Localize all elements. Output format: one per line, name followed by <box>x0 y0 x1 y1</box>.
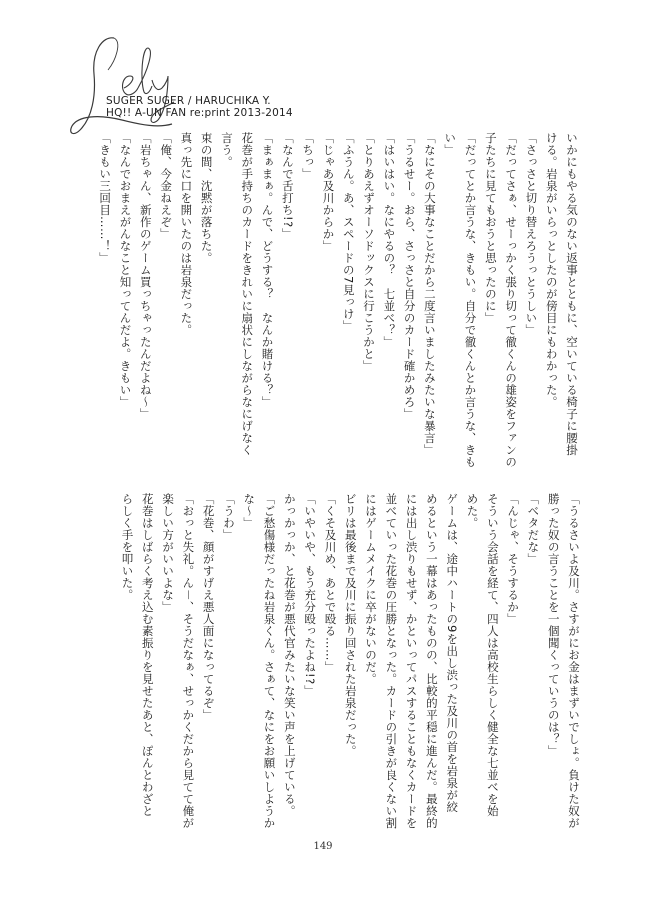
text-line: 「まぁまぁ。んで、どうする？ なんか賭ける？」 <box>260 132 275 408</box>
text-line: 「なんでおまえがんなこと知ってんだよ。きもい」 <box>118 132 133 408</box>
text-line: めるという一幕はあったものの、比較的平穏に進んだ。最終的 <box>424 493 439 829</box>
text-line: 「いやいや、もう充分殴ったよね!?」 <box>303 493 318 697</box>
text-line: 「ご愁傷様だったね岩泉くん。さぁて、なにをお願いしようか <box>262 493 277 829</box>
text-line: 「うるせー。おら、さっさと自分のカード確かめろ」 <box>402 132 417 420</box>
page-number: 149 <box>313 841 333 852</box>
top-text-block <box>98 132 582 468</box>
text-line: 「じゃあ及川からか」 <box>321 132 336 252</box>
text-line: 花巻はしばらく考え込む素振りを見せたあと、ぽんとわざと <box>140 493 155 817</box>
text-line: い」 <box>443 132 458 156</box>
header-print-line: HQ!! A-UN FAN re:print 2013-2014 <box>106 107 293 119</box>
text-line: 「なにその大事なことだから二度言いましたみたいな暴言」 <box>422 132 437 456</box>
text-line: 真っ先に口を開いたのは岩泉だった。 <box>179 132 194 336</box>
text-line: かっかっか、と花巻が悪代官みたいな笑い声を上げている。 <box>282 493 297 817</box>
text-line: そういう会話を経て、四人は高校生らしく健全な七並べを始 <box>485 493 500 817</box>
text-line: 「くそ及川め、あとで殴る……」 <box>323 493 338 673</box>
text-line: 「とりあえずオーソドックスに行こうかと」 <box>362 132 377 372</box>
text-line: 「はいはい。なにやるの？ 七並べ？」 <box>382 132 397 348</box>
text-line: 「だってさぁ、せーっかく張り切って徹くんの雄姿をファンの <box>504 132 519 468</box>
text-line: 「岩ちゃん、新作のゲーム買っちゃったんだよね～」 <box>138 132 153 420</box>
text-line: 「うるさいよ及川。さすがにお金はまずいでしょ。負けた奴が <box>567 493 581 829</box>
text-line: 「だってとか言うな、きもい。自分で徹くんとか言うな、きも <box>463 132 478 468</box>
text-line: 「俺、今金ねえぞ」 <box>159 132 174 240</box>
text-line: らしく手を叩いた。 <box>120 493 135 601</box>
text-line: 「うわ」 <box>221 493 236 541</box>
text-line: 「ベタだな」 <box>526 493 541 565</box>
lely-script-logo-icon <box>62 30 212 140</box>
text-line: 勝った奴の言うことを一個聞くっていうのは？」 <box>546 493 561 757</box>
text-line: 言う。 <box>219 132 234 168</box>
text-line: な～」 <box>242 493 257 529</box>
bottom-text-block <box>120 493 584 829</box>
text-line: 花巻が手持ちのカードをきれいに扇状にしながらなにげなく <box>240 132 255 456</box>
text-line: 束の間、沈黙が落ちた。 <box>199 132 214 264</box>
text-line: 「なんで舌打ち!?」 <box>280 132 295 240</box>
text-line: ビリは最後まで及川に振り回された岩泉だった。 <box>343 493 358 757</box>
text-line: には出し渋りもせず、かといってパスすることもなくカードを <box>404 493 419 829</box>
text-line: ける。岩泉がいらっとしたのが傍目にもわかった。 <box>544 132 559 408</box>
text-line: いかにもやる気のない返事とともに、空いている椅子に腰掛 <box>565 132 579 456</box>
text-line: めた。 <box>465 493 480 529</box>
text-line: 「んじゃ、そうするか」 <box>506 493 521 625</box>
header-author-line: SUGER SUGER / HARUCHIKA Y. <box>106 95 271 107</box>
text-line: 並べていった花巻の圧勝となった。カードの引きが良くない割 <box>384 493 399 829</box>
text-line: 「おっと失礼。ん－、そうだなぁ、せっかくだから見てて俺が <box>181 493 196 829</box>
lely-logo <box>62 30 212 140</box>
text-line: 「きもい三回目……！」 <box>98 132 113 264</box>
text-line: 「花巻、顔がすげえ悪人面になってるぞ」 <box>201 493 216 721</box>
text-line: ゲームは、途中ハートの9を出し渋った及川の首を岩泉が絞 <box>445 493 460 813</box>
text-line: 子たちに見てもおうと思ったのに」 <box>483 132 498 324</box>
text-line: 「さっさと切り替えろうっとうしい」 <box>524 132 539 336</box>
text-line: 楽しい方がいいよな」 <box>161 493 176 613</box>
book-header <box>106 95 293 119</box>
text-line: 「ちっ」 <box>301 132 316 180</box>
text-line: にはゲームメイクに卒がないのだ。 <box>364 493 379 685</box>
text-line: 「ふうん。あ、スペードの7見っけ」 <box>341 132 356 332</box>
